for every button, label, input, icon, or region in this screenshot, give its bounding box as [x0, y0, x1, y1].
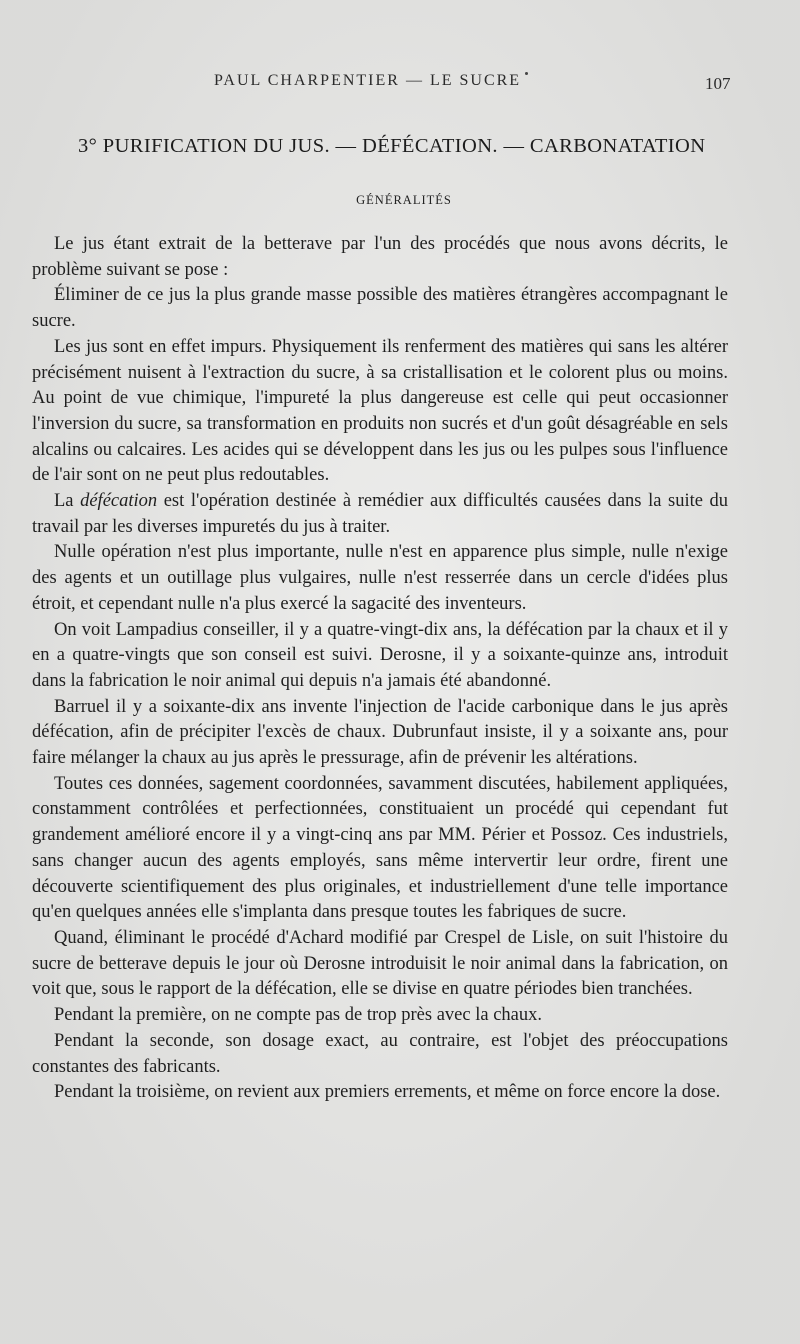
paragraph: On voit Lampadius conseiller, il y a quatre-vingt-dix ans, la défécation par la chaux et il y en a quatre-vingts que son conseil est suivi. Derosne, il y a soixante-quinze ans, introduit dans la fabrication le noir animal qui depuis n'a jamais été abandonné.: [32, 619, 728, 691]
paragraph: La défécation est l'opération destinée à remédier aux difficultés causées dans la suite du travail par les diverses impuretés du jus à traiter.: [32, 491, 728, 537]
page-number: 107: [705, 74, 731, 93]
paragraph: Barruel il y a soixante-dix ans invente l'injection de l'acide carbonique dans le jus après défécation, afin de précipiter l'excès de chaux. Dubrunfaut insiste, il y a soixante ans, pour faire mélanger la chaux au jus après le pressurage, afin de prévenir les altérations.: [32, 696, 728, 769]
paragraph: Le jus étant extrait de la betterave par l'un des procédés que nous avons décrits, le problème suivant se pose :: [32, 234, 728, 280]
body-text: [32, 232, 728, 1106]
section-title: 3° PURIFICATION DU JUS. — DÉFÉCATION. — CARBONATATION: [78, 135, 706, 157]
ink-mark: [525, 72, 528, 75]
paragraph: Pendant la première, on ne compte pas de trop près avec la chaux.: [54, 1005, 543, 1026]
paragraph: Nulle opération n'est plus importante, nulle n'est en apparence plus simple, nulle n'exige des agents et un outillage plus vulgaires, nulle n'est resserrée dans un cercle d'idées plus étroit, et cependant nulle n'a plus exercé la sagacité des inventeurs.: [32, 542, 728, 614]
paragraph: Quand, éliminant le procédé d'Achard modifié par Crespel de Lisle, on suit l'histoire du sucre de betterave depuis le jour où Derosne introduisit le noir animal dans la fabrication, on voit que, sous le rapport de la défécation, elle se divise en quatre périodes bien tranchées.: [32, 927, 728, 1000]
paragraph: Pendant la seconde, son dosage exact, au contraire, est l'objet des préoccupations constantes des fabricants.: [32, 1030, 728, 1077]
subsection-title: GÉNÉRALITÉS: [356, 193, 452, 207]
italic-term: défécation: [80, 491, 158, 512]
running-title: PAUL CHARPENTIER — LE SUCRE: [214, 72, 522, 89]
paragraph: Toutes ces données, sagement coordonnées, savamment discutées, habilement appliquées, constamment contrôlées et perfectionnées, constituaient un procédé qui cependant fut grandement amélioré encore il y a vingt-cinq ans par MM. Périer et Possoz. Ces industriels, sans changer aucun des agents employés, sans même intervertir leur ordre, firent une découverte scientifiquement des plus originales, et industriellement d'une telle importance qu'en quelques années elle s'implanta dans presque toutes les fabriques de sucre.: [32, 773, 728, 923]
page-header: [0, 72, 800, 96]
paragraph: Pendant la troisième, on revient aux premiers errements, et même on force encore la dose.: [54, 1082, 721, 1103]
paragraph: Les jus sont en effet impurs. Physiquement ils renferment des matières qui sans les altérer précisément nuisent à l'extraction du sucre, à sa cristallisation et le colorent plus ou moins. Au point de vue chimique, l'impureté la plus dangereuse est celle qui peut occasionner l'inversion du sucre, sa transformation en produits non sucrés et d'un goût désagréable en sels alcalins ou calcaires. Les acides qui se développent dans les jus ou les pulpes sous l'influence de l'air sont on ne peut plus redoutables.: [32, 336, 728, 486]
paragraph: Éliminer de ce jus la plus grande masse possible des matières étrangères accompagnant le sucre.: [32, 285, 728, 332]
